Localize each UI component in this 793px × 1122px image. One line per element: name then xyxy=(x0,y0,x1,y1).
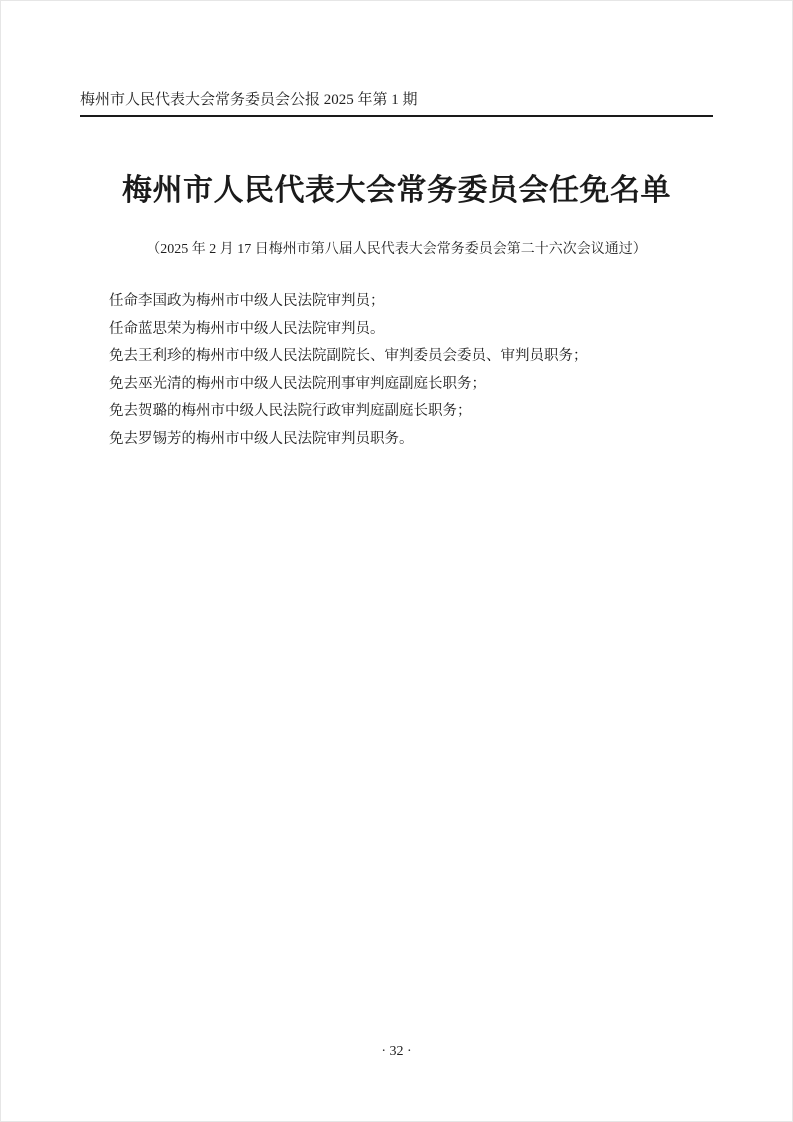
body-paragraph-removal-1: 免去王利珍的梅州市中级人民法院副院长、审判委员会委员、审判员职务； xyxy=(109,348,588,364)
body-paragraph-removal-4: 免去罗锡芳的梅州市中级人民法院审判员职务。 xyxy=(109,430,414,447)
document-body xyxy=(80,288,713,453)
body-paragraph-removal-2: 免去巫光清的梅州市中级人民法院刑事审判庭副庭长职务； xyxy=(109,375,486,392)
body-paragraph-appointment-1: 任命李国政为梅州市中级人民法院审判员； xyxy=(109,293,385,309)
running-header: 梅州市人民代表大会常务委员会公报 2025 年第 1 期 xyxy=(80,92,418,108)
document-title: 梅州市人民代表大会常务委员会任免名单 xyxy=(122,174,671,207)
header-rule xyxy=(80,115,713,117)
page-number: · 32 · xyxy=(381,1044,412,1059)
body-paragraph-removal-3: 免去贺璐的梅州市中级人民法院行政审判庭副庭长职务； xyxy=(109,403,472,419)
body-paragraph-appointment-2: 任命蓝思荣为梅州市中级人民法院审判员。 xyxy=(109,320,385,337)
document-subtitle: （2025 年 2 月 17 日梅州市第八届人民代表大会常务委员会第二十六次会议通过） xyxy=(146,242,647,257)
